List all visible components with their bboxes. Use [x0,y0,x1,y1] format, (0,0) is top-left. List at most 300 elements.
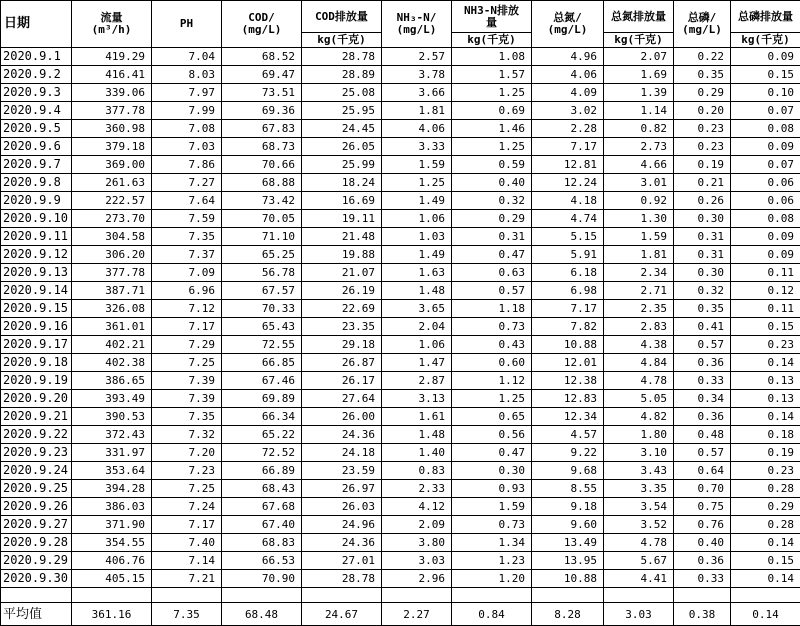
cell-nh3-load: 0.57 [452,282,532,300]
cell-tn: 12.83 [532,390,604,408]
cell-nh3: 1.06 [382,210,452,228]
cell-date: 2020.9.4 [1,102,72,120]
average-flow: 361.16 [72,603,152,626]
table-row [1,318,800,336]
header-tp: 总磷/ (mg/L) [674,1,731,48]
cell-date: 2020.9.27 [1,516,72,534]
cell-tn-load: 1.30 [604,210,674,228]
cell-cod: 67.46 [222,372,302,390]
cell-flow: 379.18 [72,138,152,156]
cell-tp: 0.36 [674,552,731,570]
table-row [1,552,800,570]
blank-row [1,588,800,603]
cell-tn: 12.34 [532,408,604,426]
cell-nh3-load: 0.32 [452,192,532,210]
cell-tn: 5.15 [532,228,604,246]
cell-nh3-load: 1.25 [452,390,532,408]
cell-ph: 7.97 [152,84,222,102]
cell-ph: 7.21 [152,570,222,588]
cell-cod-load: 24.36 [302,426,382,444]
header-ph: PH [152,1,222,48]
cell-cod-load: 28.78 [302,570,382,588]
table-row [1,462,800,480]
average-row [1,603,800,626]
cell-nh3-load: 0.60 [452,354,532,372]
cell-tn-load: 3.52 [604,516,674,534]
table-row [1,84,800,102]
cell-cod: 67.57 [222,282,302,300]
cell-tp-load: 0.14 [731,534,800,552]
cell-tn-load: 0.92 [604,192,674,210]
cell-cod-load: 26.19 [302,282,382,300]
cell-ph: 7.99 [152,102,222,120]
cell-nh3-load: 0.47 [452,246,532,264]
cell-flow: 402.21 [72,336,152,354]
cell-tn: 12.38 [532,372,604,390]
cell-cod-load: 27.01 [302,552,382,570]
cell-flow: 306.20 [72,246,152,264]
cell-tn-load: 0.82 [604,120,674,138]
cell-cod: 71.10 [222,228,302,246]
cell-nh3: 2.33 [382,480,452,498]
cell-ph: 7.12 [152,300,222,318]
cell-cod: 70.05 [222,210,302,228]
cell-ph: 7.86 [152,156,222,174]
average-cod-load: 24.67 [302,603,382,626]
cell-nh3: 3.78 [382,66,452,84]
cell-ph: 7.14 [152,552,222,570]
cell-date: 2020.9.5 [1,120,72,138]
cell-flow: 416.41 [72,66,152,84]
cell-nh3-load: 0.59 [452,156,532,174]
cell-tp: 0.31 [674,246,731,264]
cell-flow: 261.63 [72,174,152,192]
cell-tp: 0.64 [674,462,731,480]
cell-tp: 0.36 [674,408,731,426]
cell-tn-load: 4.78 [604,372,674,390]
cell-cod-load: 16.69 [302,192,382,210]
cell-nh3: 3.03 [382,552,452,570]
cell-cod: 68.43 [222,480,302,498]
cell-nh3: 3.65 [382,300,452,318]
cell-flow: 273.70 [72,210,152,228]
header-date: 日期 [1,1,72,48]
cell-tn: 9.18 [532,498,604,516]
cell-cod: 70.33 [222,300,302,318]
blank-cell [72,588,152,603]
header-nh3-load-unit: kg(千克) [452,33,532,48]
cell-flow: 339.06 [72,84,152,102]
blank-cell [302,588,382,603]
cell-flow: 331.97 [72,444,152,462]
cell-tp: 0.22 [674,48,731,66]
cell-tp: 0.33 [674,372,731,390]
table-row [1,192,800,210]
cell-tn-load: 2.71 [604,282,674,300]
header-tn-load-unit: kg(千克) [604,33,674,48]
cell-nh3-load: 1.59 [452,498,532,516]
cell-cod: 73.51 [222,84,302,102]
cell-nh3-load: 0.73 [452,318,532,336]
cell-nh3-load: 1.34 [452,534,532,552]
cell-tn: 4.96 [532,48,604,66]
cell-cod-load: 21.07 [302,264,382,282]
cell-tn-load: 5.05 [604,390,674,408]
cell-tn: 13.95 [532,552,604,570]
cell-date: 2020.9.22 [1,426,72,444]
cell-tp-load: 0.08 [731,120,800,138]
cell-tp-load: 0.13 [731,390,800,408]
cell-tp-load: 0.07 [731,156,800,174]
cell-nh3: 1.61 [382,408,452,426]
cell-tn-load: 2.34 [604,264,674,282]
cell-tp-load: 0.06 [731,192,800,210]
cell-tp: 0.29 [674,84,731,102]
cell-tn: 12.01 [532,354,604,372]
cell-nh3: 3.13 [382,390,452,408]
cell-flow: 360.98 [72,120,152,138]
cell-tp-load: 0.08 [731,210,800,228]
table-row [1,48,800,66]
cell-tp-load: 0.28 [731,480,800,498]
cell-nh3: 3.66 [382,84,452,102]
cell-tn-load: 2.07 [604,48,674,66]
cell-tn-load: 3.43 [604,462,674,480]
cell-tn-load: 1.81 [604,246,674,264]
cell-date: 2020.9.2 [1,66,72,84]
cell-cod: 68.83 [222,534,302,552]
cell-ph: 7.29 [152,336,222,354]
cell-cod-load: 25.95 [302,102,382,120]
cell-cod-load: 26.05 [302,138,382,156]
cell-nh3: 1.03 [382,228,452,246]
header-flow: 流量 (m³/h) [72,1,152,48]
cell-date: 2020.9.29 [1,552,72,570]
cell-cod: 72.52 [222,444,302,462]
cell-nh3: 2.87 [382,372,452,390]
cell-tn-load: 1.59 [604,228,674,246]
cell-nh3: 1.49 [382,192,452,210]
cell-tp: 0.36 [674,354,731,372]
cell-ph: 7.59 [152,210,222,228]
table-row [1,336,800,354]
cell-ph: 7.04 [152,48,222,66]
header-tp-load-unit: kg(千克) [731,33,800,48]
cell-tp: 0.33 [674,570,731,588]
cell-cod-load: 24.36 [302,534,382,552]
cell-tp: 0.26 [674,192,731,210]
blank-cell [532,588,604,603]
cell-cod-load: 29.18 [302,336,382,354]
cell-tn: 12.24 [532,174,604,192]
cell-cod-load: 24.18 [302,444,382,462]
cell-ph: 7.09 [152,264,222,282]
cell-tp-load: 0.14 [731,570,800,588]
cell-tp-load: 0.07 [731,102,800,120]
header-tp-load: 总磷排放量 [731,1,800,33]
cell-tn-load: 4.66 [604,156,674,174]
cell-flow: 326.08 [72,300,152,318]
cell-cod-load: 28.78 [302,48,382,66]
cell-tp: 0.34 [674,390,731,408]
table-row [1,426,800,444]
cell-nh3-load: 0.69 [452,102,532,120]
cell-tn: 5.91 [532,246,604,264]
cell-tp-load: 0.09 [731,228,800,246]
cell-flow: 353.64 [72,462,152,480]
cell-ph: 7.20 [152,444,222,462]
cell-date: 2020.9.19 [1,372,72,390]
cell-tn: 9.60 [532,516,604,534]
cell-date: 2020.9.18 [1,354,72,372]
cell-date: 2020.9.8 [1,174,72,192]
cell-nh3: 1.59 [382,156,452,174]
cell-date: 2020.9.23 [1,444,72,462]
cell-date: 2020.9.25 [1,480,72,498]
cell-nh3: 1.06 [382,336,452,354]
cell-ph: 7.24 [152,498,222,516]
table-row [1,390,800,408]
cell-tn-load: 1.14 [604,102,674,120]
cell-nh3: 1.49 [382,246,452,264]
cell-cod-load: 26.03 [302,498,382,516]
cell-tn: 9.68 [532,462,604,480]
cell-flow: 369.00 [72,156,152,174]
cell-nh3-load: 0.56 [452,426,532,444]
cell-flow: 304.58 [72,228,152,246]
cell-nh3: 2.04 [382,318,452,336]
cell-nh3-load: 1.12 [452,372,532,390]
cell-tp-load: 0.12 [731,282,800,300]
cell-tp-load: 0.09 [731,48,800,66]
cell-cod: 73.42 [222,192,302,210]
header-nh3: NH₃-N/ (mg/L) [382,1,452,48]
cell-cod-load: 28.89 [302,66,382,84]
cell-nh3: 1.48 [382,426,452,444]
average-nh3-load: 0.84 [452,603,532,626]
average-tn-load: 3.03 [604,603,674,626]
cell-date: 2020.9.28 [1,534,72,552]
cell-nh3: 1.48 [382,282,452,300]
blank-cell [222,588,302,603]
header-row [1,1,800,33]
table-row [1,498,800,516]
cell-tp-load: 0.23 [731,336,800,354]
cell-tp: 0.41 [674,318,731,336]
cell-cod: 69.47 [222,66,302,84]
cell-flow: 405.15 [72,570,152,588]
cell-cod-load: 26.97 [302,480,382,498]
cell-ph: 7.17 [152,318,222,336]
blank-cell [382,588,452,603]
cell-ph: 7.25 [152,480,222,498]
cell-cod-load: 21.48 [302,228,382,246]
cell-tn-load: 4.82 [604,408,674,426]
cell-tn: 13.49 [532,534,604,552]
cell-tn-load: 4.78 [604,534,674,552]
cell-tp-load: 0.28 [731,516,800,534]
cell-tp: 0.57 [674,336,731,354]
cell-nh3-load: 1.20 [452,570,532,588]
cell-tp: 0.23 [674,138,731,156]
cell-nh3-load: 0.93 [452,480,532,498]
average-tp-load: 0.14 [731,603,800,626]
cell-tn: 4.74 [532,210,604,228]
cell-tp: 0.48 [674,426,731,444]
cell-tp: 0.19 [674,156,731,174]
cell-cod-load: 19.11 [302,210,382,228]
cell-cod: 72.55 [222,336,302,354]
blank-cell [452,588,532,603]
cell-flow: 377.78 [72,102,152,120]
cell-nh3-load: 0.30 [452,462,532,480]
cell-flow: 394.28 [72,480,152,498]
cell-cod: 67.68 [222,498,302,516]
cell-ph: 7.03 [152,138,222,156]
cell-nh3-load: 0.29 [452,210,532,228]
cell-tp-load: 0.19 [731,444,800,462]
cell-date: 2020.9.14 [1,282,72,300]
cell-tp: 0.75 [674,498,731,516]
cell-date: 2020.9.26 [1,498,72,516]
cell-date: 2020.9.24 [1,462,72,480]
blank-cell [1,588,72,603]
cell-cod: 66.85 [222,354,302,372]
cell-date: 2020.9.13 [1,264,72,282]
cell-cod: 65.22 [222,426,302,444]
cell-ph: 7.40 [152,534,222,552]
cell-tn-load: 3.01 [604,174,674,192]
cell-date: 2020.9.1 [1,48,72,66]
cell-date: 2020.9.20 [1,390,72,408]
cell-tn: 4.09 [532,84,604,102]
table-row [1,228,800,246]
table-row [1,264,800,282]
cell-tp-load: 0.11 [731,300,800,318]
cell-nh3: 1.47 [382,354,452,372]
header-tn-load: 总氮排放量 [604,1,674,33]
cell-ph: 6.96 [152,282,222,300]
cell-nh3-load: 0.40 [452,174,532,192]
cell-nh3: 4.06 [382,120,452,138]
cell-tn-load: 2.35 [604,300,674,318]
cell-tn: 9.22 [532,444,604,462]
cell-cod: 69.36 [222,102,302,120]
cell-cod: 67.40 [222,516,302,534]
table-row [1,300,800,318]
cell-flow: 372.43 [72,426,152,444]
header-cod: COD/ (mg/L) [222,1,302,48]
cell-nh3: 4.12 [382,498,452,516]
cell-flow: 419.29 [72,48,152,66]
cell-cod-load: 19.88 [302,246,382,264]
cell-flow: 377.78 [72,264,152,282]
cell-cod: 65.25 [222,246,302,264]
cell-tn-load: 4.41 [604,570,674,588]
cell-tp-load: 0.09 [731,246,800,264]
cell-tp: 0.35 [674,66,731,84]
table-row [1,210,800,228]
cell-tp: 0.57 [674,444,731,462]
cell-ph: 7.39 [152,390,222,408]
cell-ph: 7.23 [152,462,222,480]
cell-cod-load: 27.64 [302,390,382,408]
average-nh3: 2.27 [382,603,452,626]
cell-nh3: 0.83 [382,462,452,480]
cell-cod-load: 26.00 [302,408,382,426]
cell-tn: 4.18 [532,192,604,210]
cell-tn: 2.28 [532,120,604,138]
cell-nh3-load: 0.31 [452,228,532,246]
cell-nh3-load: 1.23 [452,552,532,570]
cell-cod: 70.66 [222,156,302,174]
table-row [1,408,800,426]
cell-tn: 10.88 [532,336,604,354]
cell-tn-load: 4.84 [604,354,674,372]
cell-tp: 0.30 [674,264,731,282]
table-body [1,48,800,588]
cell-flow: 387.71 [72,282,152,300]
table-row [1,570,800,588]
cell-cod-load: 24.45 [302,120,382,138]
header-cod-load: COD排放量 [302,1,382,33]
cell-ph: 7.35 [152,228,222,246]
average-ph: 7.35 [152,603,222,626]
table-row [1,120,800,138]
table-row [1,246,800,264]
cell-flow: 390.53 [72,408,152,426]
cell-tn-load: 3.54 [604,498,674,516]
cell-flow: 222.57 [72,192,152,210]
cell-cod: 68.52 [222,48,302,66]
table-row [1,444,800,462]
cell-tp-load: 0.06 [731,174,800,192]
cell-date: 2020.9.7 [1,156,72,174]
header-cod-load-unit: kg(千克) [302,33,382,48]
table-row [1,372,800,390]
cell-tn: 4.57 [532,426,604,444]
cell-ph: 7.25 [152,354,222,372]
cell-tn: 6.98 [532,282,604,300]
cell-nh3: 2.96 [382,570,452,588]
cell-ph: 7.08 [152,120,222,138]
cell-date: 2020.9.30 [1,570,72,588]
cell-ph: 7.39 [152,372,222,390]
cell-tn-load: 1.39 [604,84,674,102]
cell-ph: 7.27 [152,174,222,192]
cell-cod-load: 26.87 [302,354,382,372]
cell-cod-load: 23.59 [302,462,382,480]
cell-date: 2020.9.17 [1,336,72,354]
cell-tp-load: 0.18 [731,426,800,444]
cell-nh3: 2.57 [382,48,452,66]
cell-nh3-load: 1.08 [452,48,532,66]
table-row [1,138,800,156]
cell-tn-load: 3.35 [604,480,674,498]
cell-tp: 0.30 [674,210,731,228]
table-row [1,354,800,372]
cell-flow: 371.90 [72,516,152,534]
cell-tn: 6.18 [532,264,604,282]
cell-flow: 386.03 [72,498,152,516]
table-row [1,66,800,84]
cell-tp: 0.31 [674,228,731,246]
cell-tp-load: 0.15 [731,66,800,84]
cell-tn-load: 3.10 [604,444,674,462]
cell-tp: 0.70 [674,480,731,498]
cell-nh3-load: 0.73 [452,516,532,534]
cell-cod: 56.78 [222,264,302,282]
